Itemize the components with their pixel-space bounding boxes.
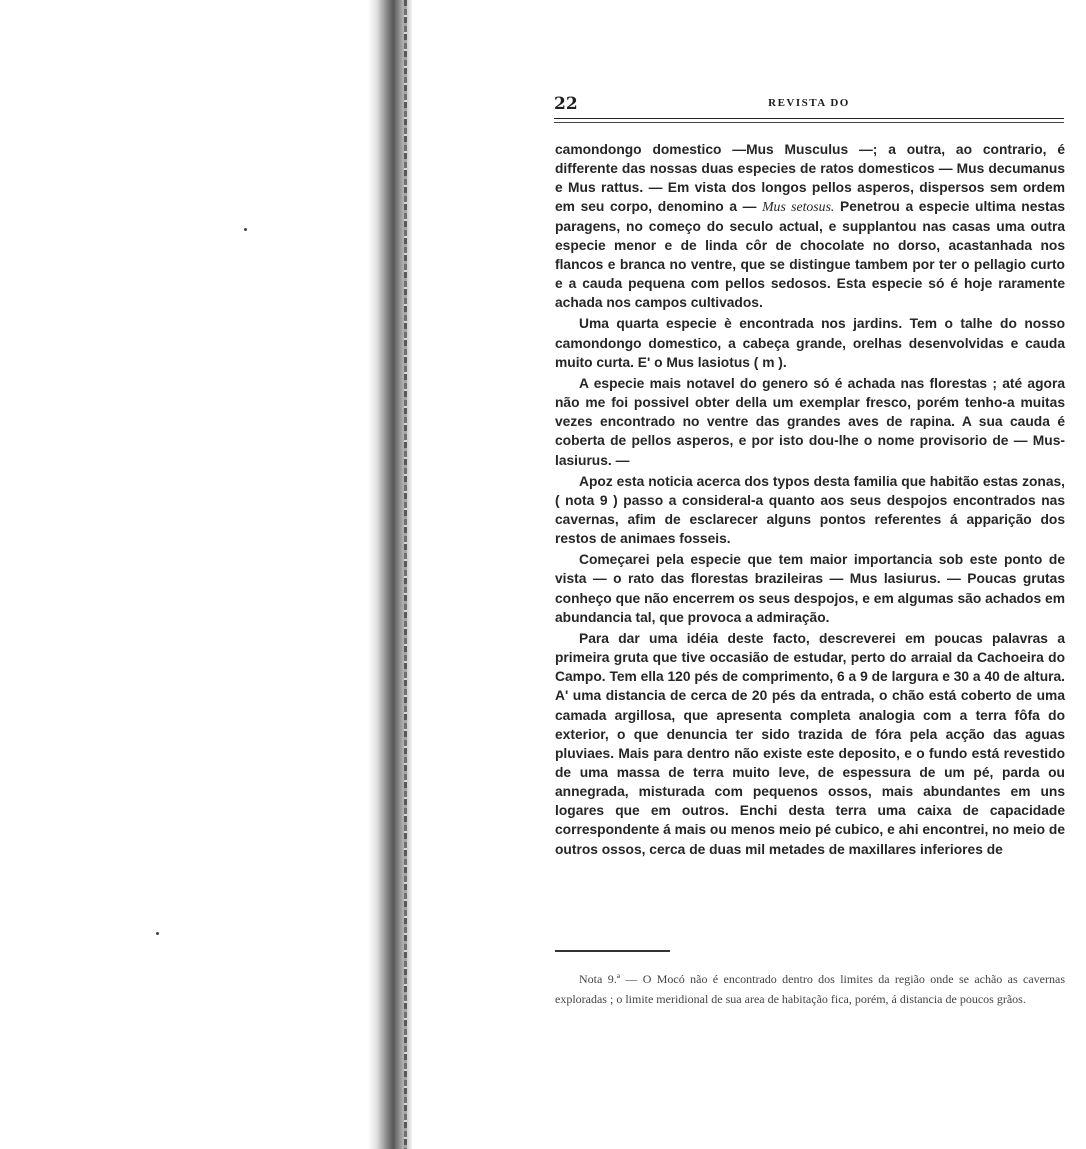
body-text	[555, 140, 1065, 859]
footnote	[555, 969, 1065, 1009]
header-rule	[554, 118, 1064, 123]
page-number: 22	[554, 94, 578, 114]
paragraph-2: Uma quarta especie è encontrada nos jardins. Tem o talhe do nosso camondongo domestico, a cabeça grande, orelhas desenvolvidas e cauda muito curta. E' o Mus lasiotus ( m ).	[555, 316, 1065, 370]
running-head: REVISTA DO	[768, 97, 850, 109]
paragraph-5: Começarei pela especie que tem maior importancia sob este ponto de vista — o rato das florestas brazileiras — Mus lasiurus. — Poucas grutas conheço que não encerrem os seus despojos, e em algumas são achados em abundancia tal, que provoca a admiração.	[555, 552, 1065, 625]
scan-speck	[244, 228, 247, 231]
paragraph-6: Para dar uma idéia deste facto, descreverei em poucas palavras a primeira gruta que tive occasião de estudar, perto do arraial da Cachoeira do Campo. Tem ella 120 pés de comprimento, 6 a 9 de largura e 30 a 40 de altura. A' uma distancia de cerca de 20 pés da entrada, o chão está coberto de uma camada argillosa, que apresenta completa analogia com a terra fôfa do exterior, o que denuncia ter sido trazida de fóra pela acção das aguas pluviaes. Mais para dentro não existe este deposito, e o fundo está revestido de uma massa de terra muito leve, de espessura de um pé, parda ou annegrada, misturada com pequenos ossos, mais abundantes em uns logares que em outros. Enchi desta terra uma caixa de capacidade correspondente á mais ou menos meio pé cubico, e ahi encontrei, no meio de outros ossos, cerca de duas mil metades de maxillares inferiores de	[555, 630, 1065, 857]
footnote-rule	[555, 950, 670, 952]
page-header	[554, 94, 1064, 116]
species-name-italic: Mus setosus.	[762, 199, 835, 215]
paragraph-4: Apoz esta noticia acerca dos typos desta familia que habitão estas zonas, ( nota 9 ) passo a consideral-a quanto aos seus despojos encontrados nas cavernas, afim de esclarecer alguns pontos referentes á apparição dos restos de animaes fosseis.	[555, 473, 1065, 547]
scan-speck	[156, 932, 159, 935]
footnote-text: Nota 9.ª — O Mocó não é encontrado dentro dos limites da região onde se achão as cavernas exploradas ; o limite meridional de sua area de habitação fica, porém, á distancia de poucos grãos.	[555, 972, 1065, 1006]
binding-edge-texture	[404, 0, 407, 1149]
paragraph-3: A especie mais notavel do genero só é achada nas florestas ; até agora não me foi possivel obter della um exemplar fresco, porém tenho-a muitas vezes encontrado no ventre das grandes aves de rapina. A sua cauda é coberta de pellos asperos, e por isto dou-lhe o nome provisorio de — Mus-lasiurus. —	[555, 375, 1065, 468]
paragraph-1: camondongo domestico —Mus Musculus —; a outra, ao contrario, é differente das nossas duas especies de ratos domesticos — Mus decumanus e Mus rattus. — Em vista dos longos pellos asperos, dispersos sem ordem em seu corpo, denomino a — Mus setosus. Penetrou a especie ultima nestas paragens, no começo do seculo actual, e supplantou nas casas uma outra especie menor e de linda côr de chocolate no dorso, acastanhada nos flancos e branca no ventre, que se distingue tambem por ter o pellagio curto e a cauda pequena com pellos sedosos. Esta especie só é hoje raramente achada nos campos cultivados.	[555, 142, 1065, 311]
